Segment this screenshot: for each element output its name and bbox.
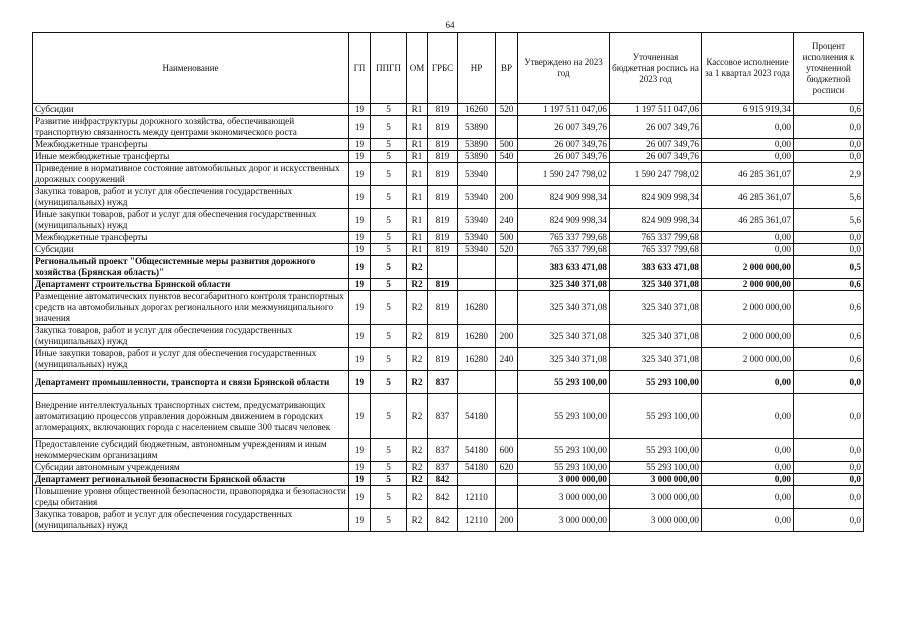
cell-np	[458, 279, 496, 291]
cell-gp: 19	[349, 325, 371, 348]
cell-ppgp: 5	[371, 371, 407, 394]
cell-refined: 325 340 371,08	[610, 348, 702, 371]
cell-gp: 19	[349, 486, 371, 509]
cell-gp: 19	[349, 394, 371, 439]
table-row	[33, 509, 864, 532]
cell-refined: 325 340 371,08	[610, 279, 702, 291]
table-row	[33, 474, 864, 486]
cell-om: R2	[407, 439, 428, 462]
cell-cash: 0,00	[702, 139, 794, 151]
cell-np: 12110	[458, 486, 496, 509]
cell-refined: 26 007 349,76	[610, 139, 702, 151]
cell-gp: 19	[349, 163, 371, 186]
cell-gp: 19	[349, 244, 371, 256]
cell-vr: 500	[496, 139, 518, 151]
cell-om: R2	[407, 462, 428, 474]
cell-gp: 19	[349, 186, 371, 209]
budget-table	[32, 32, 864, 532]
cell-percent: 0,5	[794, 256, 864, 279]
cell-refined: 3 000 000,00	[610, 509, 702, 532]
cell-grbs: 837	[428, 371, 458, 394]
cell-ppgp: 5	[371, 486, 407, 509]
cell-np: 53940	[458, 244, 496, 256]
cell-np: 53890	[458, 139, 496, 151]
cell-approved: 3 000 000,00	[518, 474, 610, 486]
cell-approved: 325 340 371,08	[518, 279, 610, 291]
cell-ppgp: 5	[371, 394, 407, 439]
cell-grbs: 819	[428, 116, 458, 139]
cell-name: Приведение в нормативное состояние автомобильных дорог и искусственных дорожных сооружений	[33, 163, 349, 186]
cell-percent: 0,6	[794, 325, 864, 348]
cell-name: Департамент строительства Брянской области	[33, 279, 349, 291]
cell-cash: 2 000 000,00	[702, 348, 794, 371]
cell-vr	[496, 394, 518, 439]
cell-refined: 3 000 000,00	[610, 486, 702, 509]
cell-approved: 325 340 371,08	[518, 325, 610, 348]
table-row	[33, 256, 864, 279]
cell-vr	[496, 291, 518, 325]
cell-name: Иные закупки товаров, работ и услуг для обеспечения государственных (муниципальных) нужд	[33, 209, 349, 232]
cell-ppgp: 5	[371, 244, 407, 256]
cell-percent: 0,0	[794, 486, 864, 509]
cell-ppgp: 5	[371, 151, 407, 163]
table-row	[33, 232, 864, 244]
cell-cash: 0,00	[702, 394, 794, 439]
header-gp: ГП	[349, 33, 371, 104]
cell-refined: 55 293 100,00	[610, 371, 702, 394]
cell-np: 16280	[458, 348, 496, 371]
cell-percent: 0,0	[794, 151, 864, 163]
cell-gp: 19	[349, 232, 371, 244]
cell-vr: 520	[496, 104, 518, 116]
cell-percent: 0,6	[794, 104, 864, 116]
cell-ppgp: 5	[371, 462, 407, 474]
cell-percent: 0,0	[794, 509, 864, 532]
cell-cash: 2 000 000,00	[702, 291, 794, 325]
cell-name: Департамент промышленности, транспорта и связи Брянской области	[33, 371, 349, 394]
cell-refined: 325 340 371,08	[610, 291, 702, 325]
cell-vr	[496, 116, 518, 139]
cell-grbs: 837	[428, 394, 458, 439]
cell-grbs: 819	[428, 163, 458, 186]
cell-percent: 0,0	[794, 244, 864, 256]
cell-vr: 240	[496, 348, 518, 371]
cell-gp: 19	[349, 371, 371, 394]
cell-cash: 0,00	[702, 474, 794, 486]
cell-gp: 19	[349, 279, 371, 291]
cell-np: 16280	[458, 325, 496, 348]
cell-cash: 0,00	[702, 244, 794, 256]
cell-om: R2	[407, 474, 428, 486]
cell-np	[458, 371, 496, 394]
cell-refined: 3 000 000,00	[610, 474, 702, 486]
cell-refined: 325 340 371,08	[610, 325, 702, 348]
cell-om: R2	[407, 509, 428, 532]
cell-refined: 765 337 799,68	[610, 232, 702, 244]
cell-name: Субсидии	[33, 244, 349, 256]
cell-grbs: 837	[428, 439, 458, 462]
cell-np	[458, 474, 496, 486]
cell-om: R1	[407, 186, 428, 209]
cell-vr: 200	[496, 509, 518, 532]
cell-om: R2	[407, 291, 428, 325]
header-om: ОМ	[407, 33, 428, 104]
cell-om: R1	[407, 116, 428, 139]
cell-name: Развитие инфраструктуры дорожного хозяйства, обеспечивающей транспортную связанность между центрами экономического роста	[33, 116, 349, 139]
table-row	[33, 279, 864, 291]
cell-grbs: 837	[428, 462, 458, 474]
cell-ppgp: 5	[371, 439, 407, 462]
cell-om: R1	[407, 163, 428, 186]
cell-percent: 5,6	[794, 186, 864, 209]
table-row	[33, 151, 864, 163]
table-row	[33, 244, 864, 256]
cell-grbs: 819	[428, 325, 458, 348]
cell-ppgp: 5	[371, 348, 407, 371]
cell-cash: 0,00	[702, 486, 794, 509]
cell-om: R2	[407, 256, 428, 279]
table-row	[33, 291, 864, 325]
cell-percent: 2,9	[794, 163, 864, 186]
cell-refined: 55 293 100,00	[610, 462, 702, 474]
header-ppgp: ППГП	[371, 33, 407, 104]
cell-cash: 0,00	[702, 116, 794, 139]
cell-gp: 19	[349, 104, 371, 116]
cell-ppgp: 5	[371, 163, 407, 186]
cell-cash: 46 285 361,07	[702, 163, 794, 186]
cell-approved: 3 000 000,00	[518, 509, 610, 532]
cell-gp: 19	[349, 348, 371, 371]
cell-percent: 0,0	[794, 474, 864, 486]
cell-grbs: 819	[428, 151, 458, 163]
cell-cash: 0,00	[702, 232, 794, 244]
cell-vr: 200	[496, 325, 518, 348]
cell-grbs: 819	[428, 279, 458, 291]
cell-approved: 26 007 349,76	[518, 116, 610, 139]
cell-om: R2	[407, 279, 428, 291]
cell-grbs: 819	[428, 209, 458, 232]
cell-cash: 0,00	[702, 462, 794, 474]
cell-om: R2	[407, 486, 428, 509]
cell-refined: 765 337 799,68	[610, 244, 702, 256]
cell-grbs: 819	[428, 348, 458, 371]
cell-vr	[496, 279, 518, 291]
cell-vr: 200	[496, 186, 518, 209]
cell-name: Закупка товаров, работ и услуг для обеспечения государственных (муниципальных) нужд	[33, 186, 349, 209]
header-approved: Утверждено на 2023 год	[518, 33, 610, 104]
cell-om: R2	[407, 371, 428, 394]
table-row	[33, 462, 864, 474]
cell-cash: 0,00	[702, 439, 794, 462]
cell-refined: 55 293 100,00	[610, 439, 702, 462]
cell-ppgp: 5	[371, 291, 407, 325]
cell-om: R1	[407, 104, 428, 116]
cell-percent: 0,6	[794, 279, 864, 291]
cell-refined: 26 007 349,76	[610, 116, 702, 139]
header-vr: ВР	[496, 33, 518, 104]
cell-name: Внедрение интеллектуальных транспортных систем, предусматривающих автоматизацию процессов управления дорожным движением в городских агломерациях, включающих города с населением свыше 300 тысяч человек	[33, 394, 349, 439]
cell-refined: 1 590 247 798,02	[610, 163, 702, 186]
cell-gp: 19	[349, 462, 371, 474]
page-number: 64	[445, 20, 455, 30]
cell-name: Межбюджетные трансферты	[33, 232, 349, 244]
cell-name: Субсидии	[33, 104, 349, 116]
cell-gp: 19	[349, 439, 371, 462]
cell-vr	[496, 371, 518, 394]
cell-om: R2	[407, 394, 428, 439]
cell-grbs: 842	[428, 509, 458, 532]
cell-approved: 55 293 100,00	[518, 439, 610, 462]
cell-refined: 824 909 998,34	[610, 209, 702, 232]
cell-name: Размещение автоматических пунктов весогабаритного контроля транспортных средств на автомобильных дорогах регионального или межмуниципального значения	[33, 291, 349, 325]
cell-approved: 325 340 371,08	[518, 291, 610, 325]
cell-om: R1	[407, 244, 428, 256]
cell-cash: 2 000 000,00	[702, 279, 794, 291]
cell-vr: 540	[496, 151, 518, 163]
cell-percent: 0,0	[794, 462, 864, 474]
table-row	[33, 163, 864, 186]
cell-refined: 1 197 511 047,06	[610, 104, 702, 116]
table-row	[33, 116, 864, 139]
cell-vr	[496, 163, 518, 186]
cell-percent: 0,0	[794, 232, 864, 244]
cell-grbs: 819	[428, 186, 458, 209]
cell-grbs: 819	[428, 291, 458, 325]
cell-vr	[496, 474, 518, 486]
cell-gp: 19	[349, 209, 371, 232]
cell-ppgp: 5	[371, 139, 407, 151]
cell-gp: 19	[349, 116, 371, 139]
cell-percent: 0,0	[794, 139, 864, 151]
cell-refined: 824 909 998,34	[610, 186, 702, 209]
table-header-row	[33, 33, 864, 104]
cell-approved: 1 197 511 047,06	[518, 104, 610, 116]
cell-vr: 520	[496, 244, 518, 256]
cell-approved: 824 909 998,34	[518, 209, 610, 232]
cell-gp: 19	[349, 139, 371, 151]
cell-ppgp: 5	[371, 325, 407, 348]
cell-vr: 600	[496, 439, 518, 462]
cell-name: Закупка товаров, работ и услуг для обеспечения государственных (муниципальных) нужд	[33, 325, 349, 348]
cell-ppgp: 5	[371, 186, 407, 209]
cell-percent: 5,6	[794, 209, 864, 232]
cell-cash: 2 000 000,00	[702, 256, 794, 279]
cell-om: R2	[407, 348, 428, 371]
table-row	[33, 348, 864, 371]
cell-gp: 19	[349, 291, 371, 325]
cell-np: 12110	[458, 509, 496, 532]
cell-name: Департамент региональной безопасности Брянской области	[33, 474, 349, 486]
cell-approved: 55 293 100,00	[518, 394, 610, 439]
cell-name: Межбюджетные трансферты	[33, 139, 349, 151]
cell-name: Иные закупки товаров, работ и услуг для обеспечения государственных (муниципальных) нужд	[33, 348, 349, 371]
cell-approved: 26 007 349,76	[518, 151, 610, 163]
cell-vr	[496, 256, 518, 279]
cell-percent: 0,0	[794, 439, 864, 462]
cell-np: 16260	[458, 104, 496, 116]
cell-refined: 55 293 100,00	[610, 394, 702, 439]
cell-ppgp: 5	[371, 232, 407, 244]
header-name: Наименование	[33, 33, 349, 104]
cell-grbs: 819	[428, 104, 458, 116]
cell-np: 54180	[458, 462, 496, 474]
cell-name: Повышение уровня общественной безопасности, правопорядка и безопасности среды обитания	[33, 486, 349, 509]
cell-approved: 55 293 100,00	[518, 371, 610, 394]
cell-cash: 0,00	[702, 509, 794, 532]
cell-vr: 500	[496, 232, 518, 244]
cell-om: R2	[407, 325, 428, 348]
cell-approved: 1 590 247 798,02	[518, 163, 610, 186]
header-percent: Процент исполнения к уточненной бюджетной росписи	[794, 33, 864, 104]
cell-approved: 26 007 349,76	[518, 139, 610, 151]
table-row	[33, 371, 864, 394]
header-grbs: ГРБС	[428, 33, 458, 104]
cell-approved: 765 337 799,68	[518, 232, 610, 244]
header-refined: Уточненная бюджетная роспись на 2023 год	[610, 33, 702, 104]
cell-approved: 3 000 000,00	[518, 486, 610, 509]
cell-om: R1	[407, 232, 428, 244]
cell-percent: 0,6	[794, 348, 864, 371]
cell-grbs: 819	[428, 232, 458, 244]
cell-np: 16280	[458, 291, 496, 325]
table-row	[33, 439, 864, 462]
cell-name: Иные межбюджетные трансферты	[33, 151, 349, 163]
header-np: НР	[458, 33, 496, 104]
cell-cash: 0,00	[702, 151, 794, 163]
cell-om: R1	[407, 139, 428, 151]
table-row	[33, 209, 864, 232]
cell-refined: 26 007 349,76	[610, 151, 702, 163]
cell-vr	[496, 486, 518, 509]
cell-percent: 0,0	[794, 371, 864, 394]
cell-ppgp: 5	[371, 279, 407, 291]
cell-name: Региональный проект "Общесистемные меры развития дорожного хозяйства (Брянская область)"	[33, 256, 349, 279]
cell-np: 53940	[458, 163, 496, 186]
cell-percent: 0,0	[794, 116, 864, 139]
cell-ppgp: 5	[371, 509, 407, 532]
cell-ppgp: 5	[371, 116, 407, 139]
cell-percent: 0,0	[794, 394, 864, 439]
cell-cash: 46 285 361,07	[702, 186, 794, 209]
cell-np	[458, 256, 496, 279]
cell-gp: 19	[349, 509, 371, 532]
cell-np: 53940	[458, 232, 496, 244]
cell-approved: 55 293 100,00	[518, 462, 610, 474]
cell-om: R1	[407, 151, 428, 163]
cell-name: Субсидии автономным учреждениям	[33, 462, 349, 474]
cell-name: Закупка товаров, работ и услуг для обеспечения государственных (муниципальных) нужд	[33, 509, 349, 532]
cell-gp: 19	[349, 151, 371, 163]
cell-cash: 0,00	[702, 371, 794, 394]
cell-cash: 6 915 919,34	[702, 104, 794, 116]
cell-approved: 824 909 998,34	[518, 186, 610, 209]
table-row	[33, 139, 864, 151]
cell-grbs: 819	[428, 244, 458, 256]
cell-om: R1	[407, 209, 428, 232]
cell-ppgp: 5	[371, 104, 407, 116]
cell-grbs	[428, 256, 458, 279]
cell-approved: 765 337 799,68	[518, 244, 610, 256]
cell-ppgp: 5	[371, 474, 407, 486]
cell-gp: 19	[349, 256, 371, 279]
cell-np: 54180	[458, 394, 496, 439]
cell-ppgp: 5	[371, 209, 407, 232]
table-row	[33, 104, 864, 116]
cell-ppgp: 5	[371, 256, 407, 279]
table-body	[33, 104, 864, 532]
cell-np: 54180	[458, 439, 496, 462]
cell-vr: 240	[496, 209, 518, 232]
cell-refined: 383 633 471,08	[610, 256, 702, 279]
cell-gp: 19	[349, 474, 371, 486]
table-row	[33, 486, 864, 509]
cell-percent: 0,6	[794, 291, 864, 325]
cell-np: 53890	[458, 116, 496, 139]
cell-vr: 620	[496, 462, 518, 474]
cell-cash: 2 000 000,00	[702, 325, 794, 348]
header-cash: Кассовое исполнение за 1 квартал 2023 года	[702, 33, 794, 104]
cell-grbs: 819	[428, 139, 458, 151]
table-row	[33, 186, 864, 209]
cell-approved: 383 633 471,08	[518, 256, 610, 279]
cell-np: 53940	[458, 186, 496, 209]
table-row	[33, 394, 864, 439]
cell-name: Предоставление субсидий бюджетным, автономным учреждениям и иным некоммерческим организациям	[33, 439, 349, 462]
cell-approved: 325 340 371,08	[518, 348, 610, 371]
cell-grbs: 842	[428, 474, 458, 486]
cell-np: 53890	[458, 151, 496, 163]
cell-grbs: 842	[428, 486, 458, 509]
cell-cash: 46 285 361,07	[702, 209, 794, 232]
cell-np: 53940	[458, 209, 496, 232]
table-row	[33, 325, 864, 348]
